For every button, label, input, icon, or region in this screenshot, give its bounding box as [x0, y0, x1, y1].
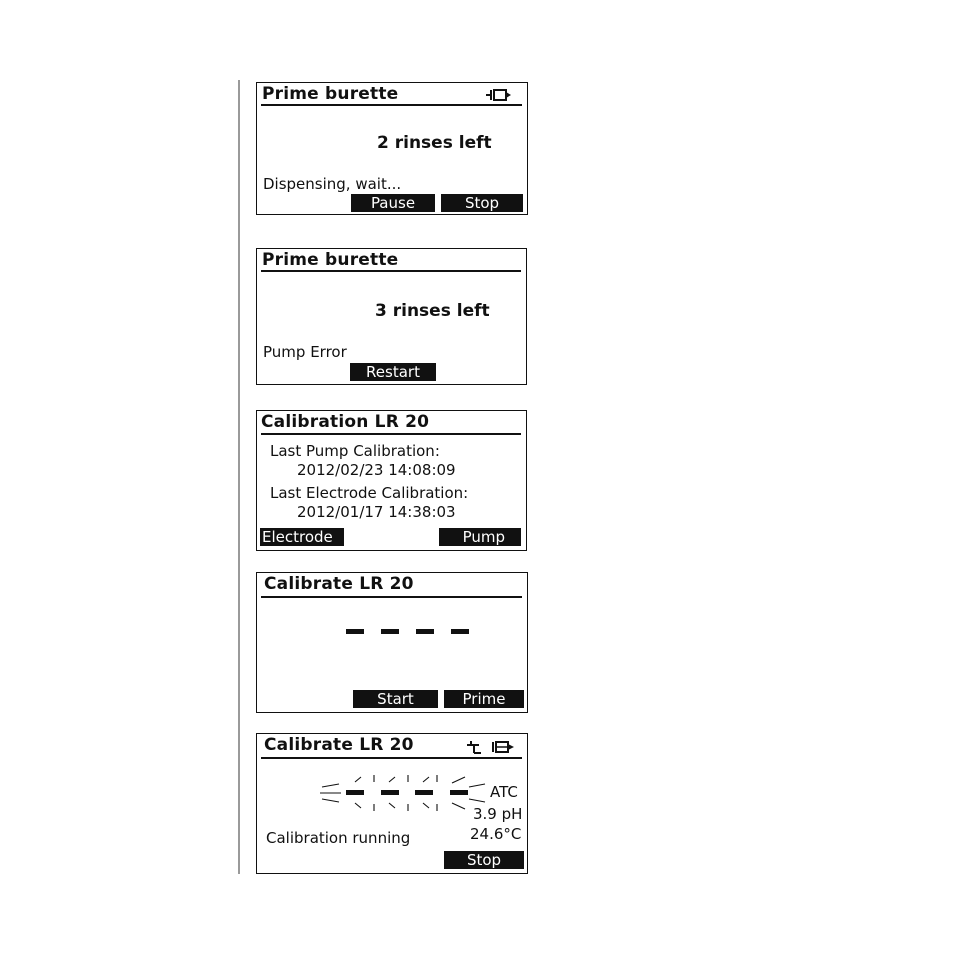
last-electrode-calibration-date: 2012/01/17 14:38:03: [297, 503, 456, 521]
title-rule: [261, 433, 521, 435]
stop-button[interactable]: Stop: [441, 194, 523, 212]
stirrer-icon: [467, 740, 483, 754]
pump-icon: [486, 88, 512, 102]
margin-line: [238, 80, 240, 874]
title-rule: [261, 757, 522, 759]
title-rule: [261, 596, 522, 598]
last-electrode-calibration-label: Last Electrode Calibration:: [270, 484, 469, 502]
prime-button[interactable]: Prime: [444, 690, 524, 708]
electrode-button[interactable]: Electrode: [260, 528, 344, 546]
calibration-info-screen: [256, 410, 527, 551]
last-pump-calibration-label: Last Pump Calibration:: [270, 442, 440, 460]
temperature-reading: 24.6°C: [470, 825, 522, 843]
screen-title: Prime burette: [262, 250, 399, 270]
rinses-left-text: 3 rinses left: [375, 301, 490, 321]
status-text: Dispensing, wait...: [263, 175, 402, 193]
prime-burette-screen-error: [256, 248, 527, 385]
screen-title: Calibration LR 20: [261, 412, 430, 432]
stop-button[interactable]: Stop: [444, 851, 524, 869]
last-pump-calibration-date: 2012/02/23 14:08:09: [297, 461, 456, 479]
reading-dash: [451, 629, 469, 634]
calibrate-screen-idle: [256, 572, 528, 713]
atc-label: ATC: [490, 783, 518, 801]
restart-button[interactable]: Restart: [350, 363, 436, 381]
start-button[interactable]: Start: [353, 690, 438, 708]
pause-button[interactable]: Pause: [351, 194, 435, 212]
screen-title: Calibrate LR 20: [264, 735, 414, 755]
calibrate-screen-running: [256, 733, 528, 874]
title-rule: [261, 270, 521, 272]
pump-icon: [491, 740, 517, 754]
reading-dash: [416, 629, 434, 634]
prime-burette-screen-dispensing: [256, 82, 528, 215]
screen-title: Prime burette: [262, 84, 399, 104]
blinking-dashes: [319, 770, 495, 814]
status-text: Calibration running: [266, 829, 411, 847]
reading-dash: [346, 629, 364, 634]
reading-dash: [381, 629, 399, 634]
pump-button[interactable]: Pump: [439, 528, 521, 546]
screen-title: Calibrate LR 20: [264, 574, 414, 594]
status-text: Pump Error: [263, 343, 347, 361]
rinses-left-text: 2 rinses left: [377, 133, 492, 153]
ph-reading: 3.9 pH: [473, 805, 523, 823]
title-rule: [261, 104, 522, 106]
